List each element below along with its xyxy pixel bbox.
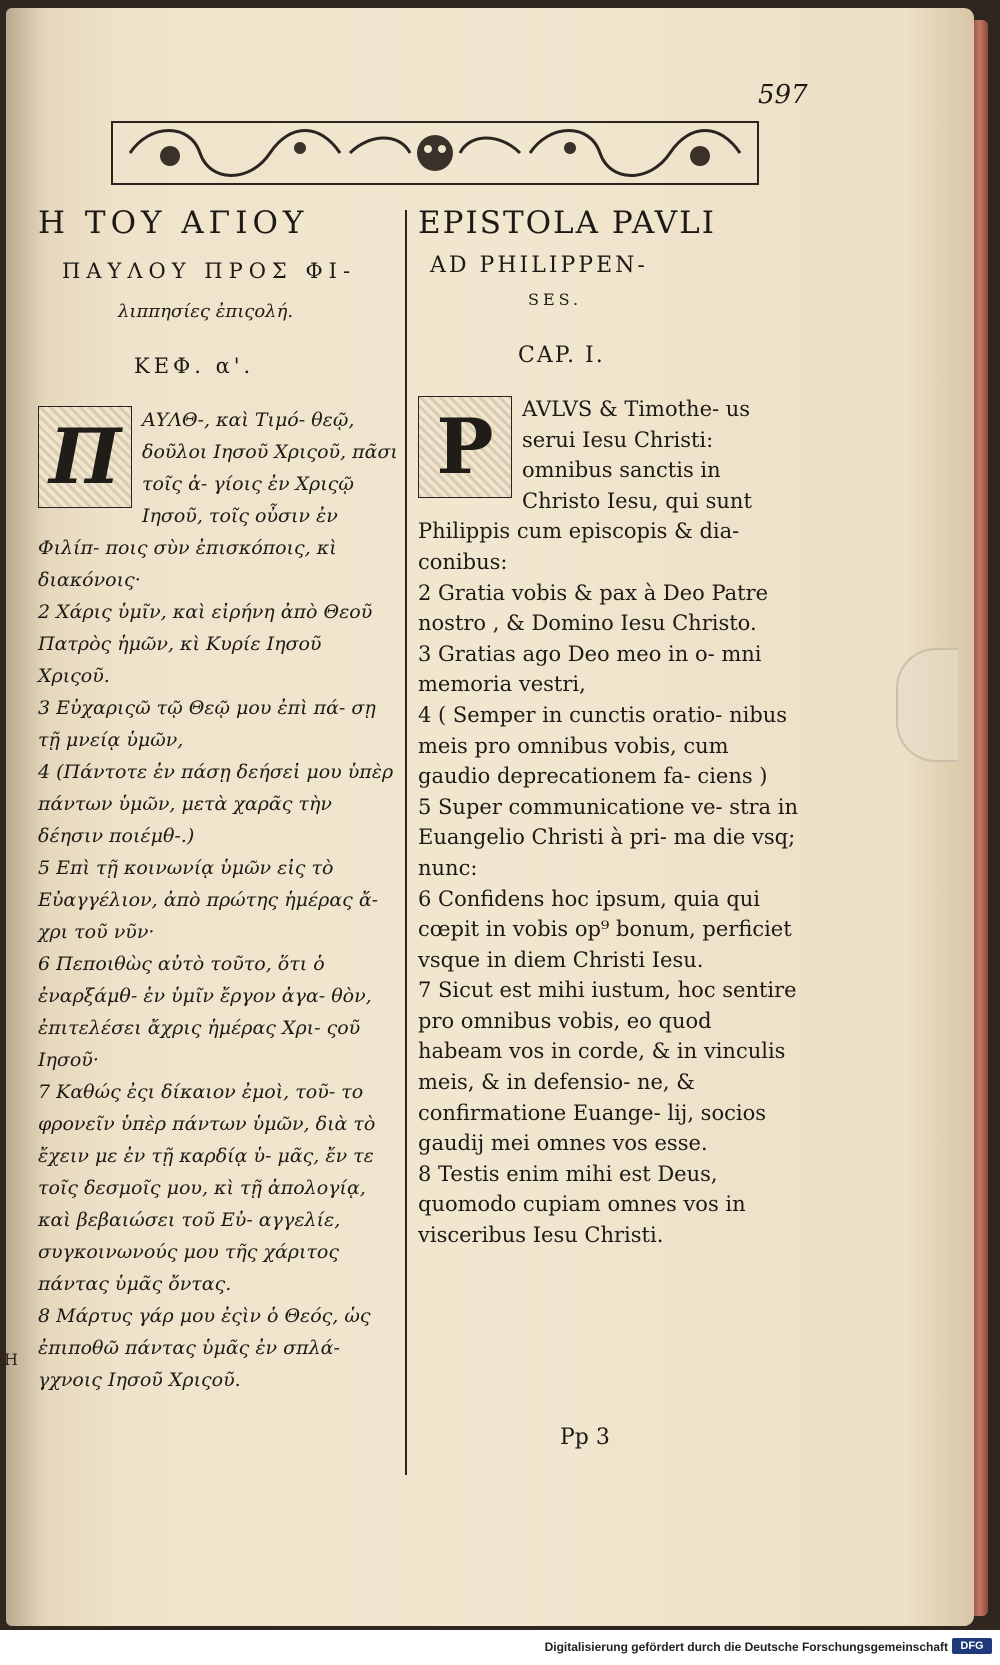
greek-verse-2: 2 Χάρις ὑμῖν, καὶ εἰρήνη ἀπὸ Θεοῦ Πατρὸς ἡμῶν, κὶ Κυρίε Ιησοῦ Χριςοῦ. bbox=[38, 601, 373, 687]
latin-column bbox=[418, 205, 798, 1251]
page-tab-marker bbox=[896, 648, 958, 762]
signature-mark: Pp 3 bbox=[560, 1425, 610, 1450]
latin-verse-5: 5 Super communicatione ve- stra in Euangelio Christi à pri- ma die vsq; nunc: bbox=[418, 794, 798, 880]
latin-text bbox=[418, 394, 798, 1251]
latin-verse-8: 8 Testis enim mihi est Deus, quomodo cupiam omnes vos in visceribus Iesu Christi. bbox=[418, 1161, 746, 1248]
greek-verse-5: 5 Επὶ τῇ κοινωνίᾳ ὑμῶν εἰς τὸ Εὐαγγέλιον, ἀπὸ πρώτης ἡμέρας ἄ- χρι τοῦ νῦν· bbox=[38, 857, 379, 943]
latin-verse-6: 6 Confidens hoc ipsum, quia qui cœpit in vobis op⁹ bonum, perficiet vsque in diem Christi Iesu. bbox=[418, 886, 792, 972]
latin-title-line3: SES. bbox=[528, 290, 583, 309]
greek-initial-icon: Π bbox=[38, 406, 132, 508]
greek-title-line2: ΠΑΥΛΟΥ ΠΡΟΣ ΦΙ- bbox=[62, 259, 357, 283]
greek-verse-4: 4 (Πάντοτε ἐν πάσῃ δεήσεἰ μου ὑπὲρ πάντων ὑμῶν, μετὰ χαρᾶς τὴν δέησιν ποιέμθ-.) bbox=[38, 761, 394, 847]
greek-column bbox=[38, 205, 398, 1396]
book-edge bbox=[974, 20, 988, 1616]
latin-verse-4: 4 ( Semper in cunctis oratio- nibus meis pro omnibus vobis, cum gaudio deprecationem fa- ciens ) bbox=[418, 702, 788, 789]
latin-chapter-heading: CAP. I. bbox=[518, 343, 605, 368]
greek-verse-3: 3 Εὐχαριςῶ τῷ Θεῷ μου ἐπὶ πά- σῃ τῇ μνείᾳ ὑμῶν, bbox=[38, 697, 376, 751]
greek-verse-6: 6 Πεποιθὼς αὐτὸ τοῦτο, ὅτι ὁ ἐναρξάμθ- ἐν ὑμῖν ἔργον ἀγα- θὸν, ἐπιτελέσει ἄχρις ἡμέρας Χρι- ςοῦ Ιησοῦ· bbox=[38, 953, 372, 1071]
ornament-headpiece-icon bbox=[110, 118, 760, 188]
greek-verse-8: 8 Μάρτυς γάρ μου ἐςὶν ὁ Θεός, ὡς ἐπιποθῶ πάντας ὑμᾶς ἐν σπλά- γχνοις Ιησοῦ Χριςοῦ. bbox=[38, 1305, 371, 1391]
greek-verse-1: ΑΥΛΘ-, καὶ Τιμό- θεῷ, δοῦλοι Ιησοῦ Χριςοῦ, πᾶσι τοῖς ἁ- γίοις ἐν Χριςῷ Ιησοῦ, τοῖς οὖσιν ἐν Φιλίπ- ποις σὺν ἐπισκόποις, κὶ διακόνοις· bbox=[38, 409, 398, 591]
latin-verse-1: AVLVS & Timothe- us serui Iesu Christi: omnibus sanctis in Christo Iesu, qui sunt Philippis cum episcopis & dia- conibus: bbox=[418, 397, 752, 574]
latin-verse-2: 2 Gratia vobis & pax à Deo Patre nostro , & Domino Iesu Christo. bbox=[418, 580, 769, 636]
greek-verse-7: 7 Καθώς ἐςι δίκαιον ἐμοὶ, τοῦ- το φρονεῖν ὑπὲρ πάντων ὑμῶν, διὰ τὸ ἔχειν με ἐν τῇ καρδίᾳ ὑ- μᾶς, ἔν τε τοῖς δεσμοῖς μου, κὶ τῇ ἀπολογίᾳ, καὶ βεβαιώσει τοῦ Εὐ- αγγελίε, συγκοινωνούς μου τῆς χάριτος πάντας ὑμᾶς ὄντας. bbox=[38, 1081, 376, 1295]
margin-mark: H bbox=[4, 1350, 18, 1369]
greek-title-line1: Η ΤΟΥ ΑΓΙΟΥ bbox=[38, 205, 309, 241]
latin-initial-icon: P bbox=[418, 396, 512, 498]
dfg-logo: DFG bbox=[952, 1638, 992, 1654]
latin-title-line1: EPISTOLA PAVLI bbox=[418, 205, 716, 241]
footer-credit: Digitalisierung gefördert durch die Deutsche Forschungsgemeinschaft bbox=[544, 1640, 948, 1654]
greek-text bbox=[38, 404, 398, 1396]
column-divider bbox=[405, 210, 407, 1475]
latin-verse-3: 3 Gratias ago Deo meo in o- mni memoria vestri, bbox=[418, 641, 762, 697]
latin-title-line2: AD PHILIPPEN- bbox=[430, 253, 648, 278]
greek-chapter-heading: ΚΕΦ. α'. bbox=[134, 354, 255, 378]
greek-title-line3: λιππησίες ἐπιςολή. bbox=[118, 301, 294, 322]
latin-verse-7: 7 Sicut est mihi iustum, hoc sentire pro omnibus vobis, eo quod habeam vos in corde, & in vinculis meis, & in defensio- ne, & confirmatione Euange- lij, socios gaudij mei omnes vos esse. bbox=[418, 978, 797, 1156]
page-number: 597 bbox=[758, 80, 808, 110]
